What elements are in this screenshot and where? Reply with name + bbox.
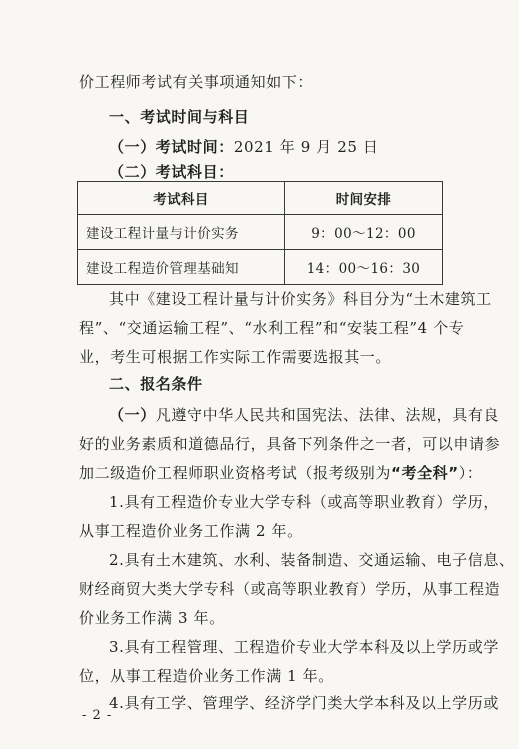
table-header-time: 时间安排 bbox=[285, 182, 443, 215]
table-cell-time: 14：00～16：30 bbox=[285, 250, 443, 285]
page-number: - 2 - bbox=[82, 708, 113, 723]
text-line bbox=[109, 405, 500, 425]
table-header-row bbox=[78, 182, 443, 215]
text-line: 3.具有工程管理、工程造价专业大学本科及以上学历或学 bbox=[109, 638, 499, 656]
exam-time-label: （一）考试时间： bbox=[109, 138, 234, 156]
table-row bbox=[78, 215, 443, 250]
text-line: 4.具有工学、管理学、经济学门类大学本科及以上学历或 bbox=[109, 694, 499, 712]
section-heading-eligibility: 二、报名条件 bbox=[109, 375, 203, 393]
table-cell-subject: 建设工程计量与计价实务 bbox=[78, 215, 285, 250]
text-line: 位，从事工程造价业务工作满 1 年。 bbox=[79, 667, 334, 685]
text-segment: ）： bbox=[458, 464, 483, 482]
exam-time-line bbox=[0, 137, 378, 157]
exam-level-all-subjects: “考全科” bbox=[391, 464, 459, 482]
clause-text: 凡遵守中华人民共和国宪法、法律、法规，具有良 bbox=[155, 406, 500, 424]
text-line: 程”、“交通运输工程”、“水利工程”和“安装工程”4 个专 bbox=[79, 319, 465, 337]
table-header-subject: 考试科目 bbox=[78, 182, 285, 215]
table-row bbox=[78, 250, 443, 285]
table-cell-subject: 建设工程造价管理基础知 bbox=[78, 250, 285, 285]
exam-time-value: 2021 年 9 月 25 日 bbox=[233, 138, 379, 156]
text-line: 价业务工作满 3 年。 bbox=[79, 609, 225, 627]
section-heading-exam-time-subjects: 一、考试时间与科目 bbox=[109, 108, 250, 126]
clause-label: （一） bbox=[109, 406, 156, 424]
text-segment: 加二级造价工程师职业资格考试（报考级别为 bbox=[79, 464, 392, 482]
text-line: 1.具有工程造价专业大学专科（或高等职业教育）学历， bbox=[109, 493, 499, 511]
table-cell-time: 9：00～12：00 bbox=[285, 215, 443, 250]
text-line: 好的业务素质和道德品行，具备下列条件之一者，可以申请参 bbox=[79, 435, 501, 453]
text-line: 从事工程造价业务工作满 2 年。 bbox=[79, 522, 303, 540]
text-line: 财经商贸大类大学专科（或高等职业教育）学历，从事工程造 bbox=[79, 580, 501, 598]
text-line: 其中《建设工程计量与计价实务》科目分为“土木建筑工 bbox=[109, 290, 492, 308]
exam-subjects-label: （二）考试科目： bbox=[109, 163, 234, 181]
text-line bbox=[0, 463, 482, 483]
exam-schedule-table bbox=[77, 181, 443, 285]
text-line: 业，考生可根据工作实际工作需要选报其一。 bbox=[79, 348, 392, 366]
text-line: 价工程师考试有关事项通知如下： bbox=[79, 73, 314, 91]
text-line: 2.具有土木建筑、水利、装备制造、交通运输、电子信息、 bbox=[109, 551, 515, 569]
